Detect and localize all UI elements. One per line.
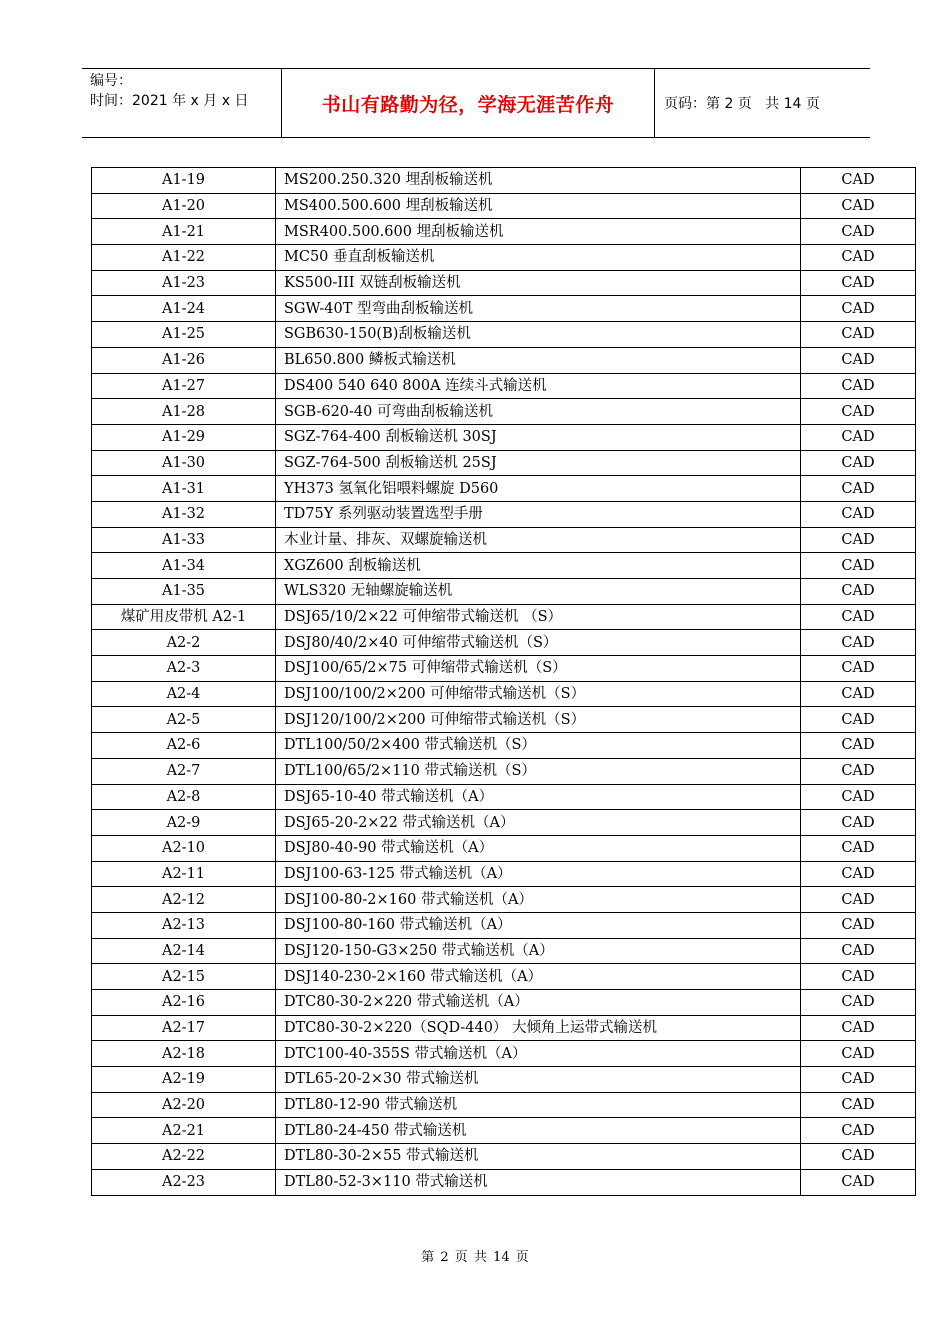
item-code-cell: A2-22 — [92, 1144, 276, 1170]
file-type-cell: CAD — [801, 887, 916, 913]
table-row — [92, 168, 916, 194]
file-type-cell: CAD — [801, 424, 916, 450]
page-header — [82, 68, 870, 138]
file-type-cell: CAD — [801, 707, 916, 733]
file-type-cell: CAD — [801, 168, 916, 194]
file-type-cell: CAD — [801, 527, 916, 553]
item-code-cell: A1-30 — [92, 450, 276, 476]
item-name-cell: SGB630-150(B)刮板输送机 — [276, 322, 801, 348]
file-type-cell: CAD — [801, 322, 916, 348]
item-name-cell: DTC80-30-2×220 带式输送机（A） — [276, 990, 801, 1016]
file-type-cell: CAD — [801, 681, 916, 707]
table-row — [92, 630, 916, 656]
item-code-cell: A1-20 — [92, 193, 276, 219]
file-type-cell: CAD — [801, 784, 916, 810]
table-row — [92, 707, 916, 733]
file-type-cell: CAD — [801, 604, 916, 630]
table-row — [92, 424, 916, 450]
table-row — [92, 656, 916, 682]
file-type-cell: CAD — [801, 938, 916, 964]
table-row — [92, 399, 916, 425]
item-name-cell: YH373 氢氧化铝喂料螺旋 D560 — [276, 476, 801, 502]
item-name-cell: TD75Y 系列驱动装置选型手册 — [276, 501, 801, 527]
table-row — [92, 322, 916, 348]
item-code-cell: A1-32 — [92, 501, 276, 527]
table-row — [92, 887, 916, 913]
file-type-cell: CAD — [801, 399, 916, 425]
file-type-cell: CAD — [801, 912, 916, 938]
table-row — [92, 912, 916, 938]
item-code-cell: A1-28 — [92, 399, 276, 425]
table-row — [92, 579, 916, 605]
table-row — [92, 784, 916, 810]
item-code-cell: A2-11 — [92, 861, 276, 887]
item-code-cell: A1-22 — [92, 245, 276, 271]
item-name-cell: DTC80-30-2×220（SQD-440） 大倾角上运带式输送机 — [276, 1015, 801, 1041]
item-name-cell: DS400 540 640 800A 连续斗式输送机 — [276, 373, 801, 399]
file-type-cell: CAD — [801, 1041, 916, 1067]
item-name-cell: SGZ-764-500 刮板输送机 25SJ — [276, 450, 801, 476]
item-name-cell: DTL65-20-2×30 带式输送机 — [276, 1067, 801, 1093]
item-name-cell: BL650.800 鳞板式输送机 — [276, 347, 801, 373]
item-code-cell: A1-35 — [92, 579, 276, 605]
item-code-cell: A1-19 — [92, 168, 276, 194]
item-code-cell: A2-2 — [92, 630, 276, 656]
file-type-cell: CAD — [801, 450, 916, 476]
table-row — [92, 1169, 916, 1195]
table-row — [92, 296, 916, 322]
file-type-cell: CAD — [801, 733, 916, 759]
item-name-cell: DSJ100-63-125 带式输送机（A） — [276, 861, 801, 887]
table-row — [92, 1144, 916, 1170]
table-row — [92, 270, 916, 296]
table-row — [92, 990, 916, 1016]
item-code-cell: A2-8 — [92, 784, 276, 810]
table-row — [92, 758, 916, 784]
file-type-cell: CAD — [801, 347, 916, 373]
file-type-cell: CAD — [801, 1118, 916, 1144]
item-name-cell: DTL80-24-450 带式输送机 — [276, 1118, 801, 1144]
item-code-cell: A2-19 — [92, 1067, 276, 1093]
catalog-table — [91, 167, 916, 1196]
table-row — [92, 553, 916, 579]
table-row — [92, 1118, 916, 1144]
file-type-cell: CAD — [801, 656, 916, 682]
file-type-cell: CAD — [801, 501, 916, 527]
item-code-cell: A2-10 — [92, 835, 276, 861]
file-type-cell: CAD — [801, 964, 916, 990]
file-type-cell: CAD — [801, 219, 916, 245]
item-name-cell: MSR400.500.600 埋刮板输送机 — [276, 219, 801, 245]
header-divider — [654, 69, 655, 137]
file-type-cell: CAD — [801, 296, 916, 322]
table-row — [92, 861, 916, 887]
table-row — [92, 681, 916, 707]
item-code-cell: A1-27 — [92, 373, 276, 399]
item-name-cell: SGW-40T 型弯曲刮板输送机 — [276, 296, 801, 322]
item-name-cell: SGB-620-40 可弯曲刮板输送机 — [276, 399, 801, 425]
item-code-cell: A2-5 — [92, 707, 276, 733]
file-type-cell: CAD — [801, 1092, 916, 1118]
item-code-cell: A1-31 — [92, 476, 276, 502]
item-name-cell: MC50 垂直刮板输送机 — [276, 245, 801, 271]
item-name-cell: DTL80-52-3×110 带式输送机 — [276, 1169, 801, 1195]
table-row — [92, 810, 916, 836]
item-code-cell: A2-23 — [92, 1169, 276, 1195]
item-code-cell: A1-25 — [92, 322, 276, 348]
header-page-number: 页码：第 2 页 共 14 页 — [664, 96, 820, 112]
item-name-cell: DSJ65/10/2×22 可伸缩带式输送机 （S） — [276, 604, 801, 630]
header-motto: 书山有路勤为径，学海无涯苦作舟 — [321, 93, 615, 116]
file-type-cell: CAD — [801, 630, 916, 656]
table-row — [92, 347, 916, 373]
file-type-cell: CAD — [801, 835, 916, 861]
item-code-cell: A1-26 — [92, 347, 276, 373]
table-row — [92, 450, 916, 476]
item-name-cell: DTL100/50/2×400 带式输送机（S） — [276, 733, 801, 759]
table-row — [92, 1067, 916, 1093]
item-code-cell: A2-4 — [92, 681, 276, 707]
item-code-cell: A1-23 — [92, 270, 276, 296]
file-type-cell: CAD — [801, 1067, 916, 1093]
file-type-cell: CAD — [801, 245, 916, 271]
table-row — [92, 1041, 916, 1067]
item-name-cell: DTL80-12-90 带式输送机 — [276, 1092, 801, 1118]
item-code-cell: A1-34 — [92, 553, 276, 579]
item-code-cell: A1-29 — [92, 424, 276, 450]
item-code-cell: A2-18 — [92, 1041, 276, 1067]
file-type-cell: CAD — [801, 476, 916, 502]
item-code-cell: A1-21 — [92, 219, 276, 245]
item-code-cell: A2-3 — [92, 656, 276, 682]
file-type-cell: CAD — [801, 758, 916, 784]
table-row — [92, 373, 916, 399]
table-row — [92, 1092, 916, 1118]
item-code-cell: A2-15 — [92, 964, 276, 990]
table-row — [92, 604, 916, 630]
file-type-cell: CAD — [801, 579, 916, 605]
item-name-cell: MS200.250.320 埋刮板输送机 — [276, 168, 801, 194]
item-name-cell: DSJ65-10-40 带式输送机（A） — [276, 784, 801, 810]
time-text: 时间：2021 年 x 月 x 日 — [90, 93, 249, 109]
file-type-cell: CAD — [801, 373, 916, 399]
catalog-table-body — [92, 168, 916, 1196]
header-meta — [90, 71, 282, 135]
file-type-cell: CAD — [801, 861, 916, 887]
file-type-cell: CAD — [801, 270, 916, 296]
item-name-cell: XGZ600 刮板输送机 — [276, 553, 801, 579]
item-code-cell: A2-20 — [92, 1092, 276, 1118]
file-type-cell: CAD — [801, 810, 916, 836]
file-type-cell: CAD — [801, 193, 916, 219]
file-type-cell: CAD — [801, 1015, 916, 1041]
item-name-cell: DSJ65-20-2×22 带式输送机（A） — [276, 810, 801, 836]
item-name-cell: DTL100/65/2×110 带式输送机（S） — [276, 758, 801, 784]
file-type-cell: CAD — [801, 1144, 916, 1170]
item-name-cell: MS400.500.600 埋刮板输送机 — [276, 193, 801, 219]
file-type-cell: CAD — [801, 990, 916, 1016]
item-name-cell: DSJ120-150-G3×250 带式输送机（A） — [276, 938, 801, 964]
item-code-cell: A2-9 — [92, 810, 276, 836]
item-code-cell: A2-16 — [92, 990, 276, 1016]
file-type-cell: CAD — [801, 1169, 916, 1195]
item-code-cell: A2-6 — [92, 733, 276, 759]
item-name-cell: KS500-III 双链刮板输送机 — [276, 270, 801, 296]
table-row — [92, 938, 916, 964]
item-name-cell: DTL80-30-2×55 带式输送机 — [276, 1144, 801, 1170]
item-code-cell: A1-33 — [92, 527, 276, 553]
table-row — [92, 733, 916, 759]
table-row — [92, 245, 916, 271]
file-type-cell: CAD — [801, 553, 916, 579]
item-code-cell: A1-24 — [92, 296, 276, 322]
item-name-cell: DSJ100-80-160 带式输送机（A） — [276, 912, 801, 938]
table-row — [92, 219, 916, 245]
item-code-cell: A2-21 — [92, 1118, 276, 1144]
table-row — [92, 835, 916, 861]
table-row — [92, 501, 916, 527]
table-row — [92, 476, 916, 502]
table-row — [92, 193, 916, 219]
item-name-cell: DSJ80/40/2×40 可伸缩带式输送机（S） — [276, 630, 801, 656]
item-name-cell: DSJ100/65/2×75 可伸缩带式输送机（S） — [276, 656, 801, 682]
item-name-cell: DSJ100/100/2×200 可伸缩带式输送机（S） — [276, 681, 801, 707]
item-code-cell: A2-12 — [92, 887, 276, 913]
page-footer: 第 2 页 共 14 页 — [421, 1250, 529, 1265]
item-name-cell: DSJ80-40-90 带式输送机（A） — [276, 835, 801, 861]
item-name-cell: DSJ120/100/2×200 可伸缩带式输送机（S） — [276, 707, 801, 733]
code-label: 编号： — [90, 73, 132, 89]
item-code-cell: A2-13 — [92, 912, 276, 938]
item-name-cell: 木业计量、排灰、双螺旋输送机 — [276, 527, 801, 553]
item-code-cell: A2-17 — [92, 1015, 276, 1041]
item-name-cell: DSJ140-230-2×160 带式输送机（A） — [276, 964, 801, 990]
item-name-cell: WLS320 无轴螺旋输送机 — [276, 579, 801, 605]
item-name-cell: SGZ-764-400 刮板输送机 30SJ — [276, 424, 801, 450]
table-row — [92, 527, 916, 553]
table-row — [92, 1015, 916, 1041]
item-code-cell: 煤矿用皮带机 A2-1 — [92, 604, 276, 630]
item-name-cell: DSJ100-80-2×160 带式输送机（A） — [276, 887, 801, 913]
item-code-cell: A2-14 — [92, 938, 276, 964]
table-row — [92, 964, 916, 990]
item-name-cell: DTC100-40-355S 带式输送机（A） — [276, 1041, 801, 1067]
item-code-cell: A2-7 — [92, 758, 276, 784]
